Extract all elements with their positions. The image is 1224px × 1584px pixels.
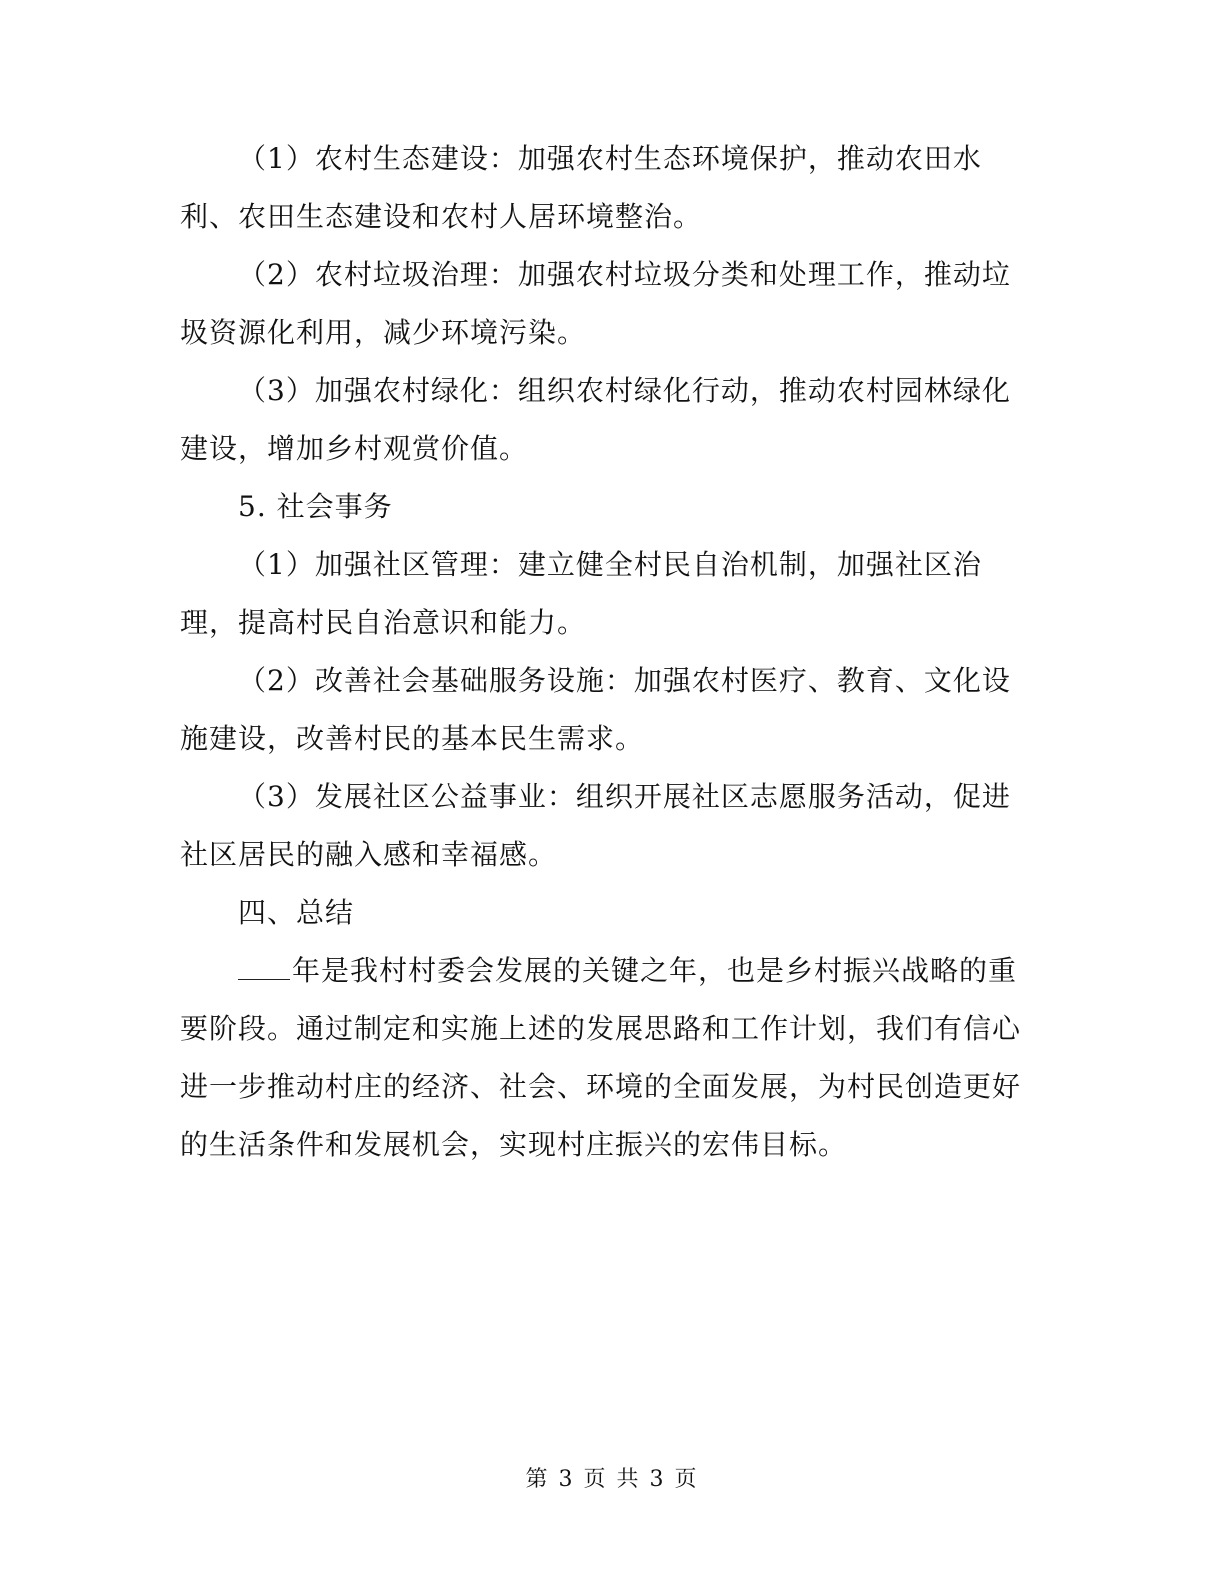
summary-text: 年是我村村委会发展的关键之年，也是乡村振兴战略的重要阶段。通过制定和实施上述的发展思路和工作计划，我们有信心进一步推动村庄的经济、社会、环境的全面发展，为村民创造更好的生活条件和发展机会，实现村庄振兴的宏伟目标。 bbox=[180, 954, 1022, 1161]
paragraph-community-welfare: （3）发展社区公益事业：组织开展社区志愿服务活动，促进社区居民的融入感和幸福感。 bbox=[180, 780, 1011, 871]
paragraph-summary bbox=[180, 942, 1030, 1174]
paragraph-social-services: （2）改善社会基础服务设施：加强农村医疗、教育、文化设施建设，改善村民的基本民生需求。 bbox=[180, 664, 1011, 755]
section-heading-social-affairs: 5. 社会事务 bbox=[238, 490, 393, 523]
paragraph-community-management: （1）加强社区管理：建立健全村民自治机制，加强社区治理，提高村民自治意识和能力。 bbox=[180, 548, 982, 639]
paragraph-rural-garbage: （2）农村垃圾治理：加强农村垃圾分类和处理工作，推动垃圾资源化利用，减少环境污染。 bbox=[180, 258, 1011, 349]
document-body bbox=[180, 130, 1030, 1174]
paragraph-rural-greening: （3）加强农村绿化：组织农村绿化行动，推动农村园林绿化建设，增加乡村观赏价值。 bbox=[180, 374, 1011, 465]
page-footer: 第 3 页 共 3 页 bbox=[525, 1467, 699, 1492]
section-heading-summary: 四、总结 bbox=[238, 896, 355, 929]
year-blank-field bbox=[238, 953, 290, 980]
paragraph-rural-ecology: （1）农村生态建设：加强农村生态环境保护，推动农田水利、农田生态建设和农村人居环境整治。 bbox=[180, 142, 982, 233]
